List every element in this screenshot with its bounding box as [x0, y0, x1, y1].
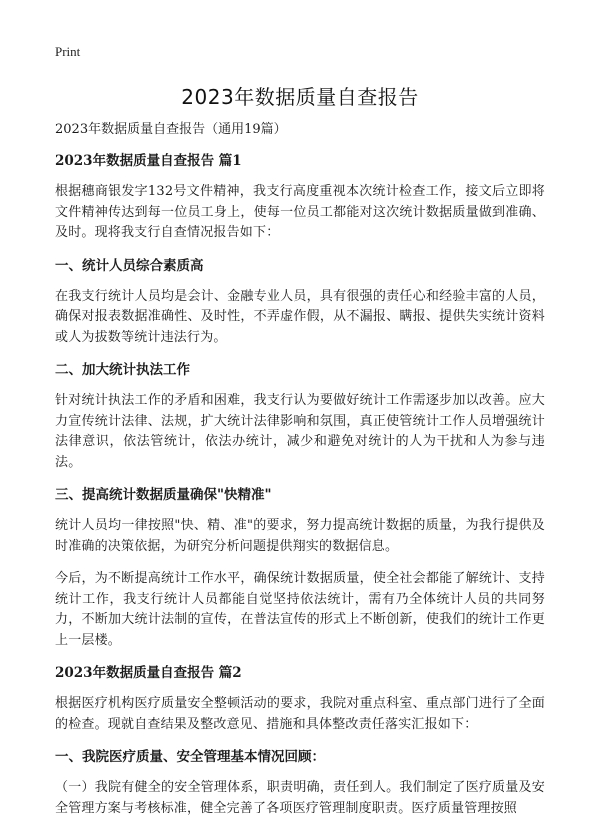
section-heading: 三、提高统计数据质量确保"快精准": [55, 487, 272, 503]
section-heading: 一、我院医疗质量、安全管理基本情况回顾：: [55, 749, 325, 765]
paragraph: 统计人员均一律按照"快、精、准"的要求，努力提高统计数据的质量，为我行提供及时准确的决策依据，为研究分析问题提供翔实的数据信息。: [55, 518, 545, 554]
article-2-heading: 2023年数据质量自查报告 篇2: [55, 665, 242, 681]
section-heading: 一、统计人员综合素质高: [55, 257, 204, 274]
paragraph: 根据穗商银发字132号文件精神，我支行高度重视本次统计检查工作，接文后立即将文件精神传达到每一位员工身上，使每一位员工都能对这次统计数据质量做到准确、及时。现将我支行自查情况报告如下：: [55, 184, 545, 240]
paragraph: 根据医疗机构医疗质量安全整顿活动的要求，我院对重点科室、重点部门进行了全面的检查。现就自查结果及整改意见、措施和具体整改责任落实汇报如下：: [55, 696, 545, 732]
article-1-heading: 2023年数据质量自查报告 篇1: [55, 153, 242, 169]
paragraph: （一）我院有健全的安全管理体系，职责明确，责任到人。我们制定了医疗质量及安全管理方案与考核标准，健全完善了各项医疗管理制度职责。医疗质量管理按照: [55, 780, 545, 816]
paragraph: 在我支行统计人员均是会计、金融专业人员，具有很强的责任心和经验丰富的人员，确保对报表数据准确性、及时性，不弄虚作假，从不漏报、瞒报、提供失实统计资料或人为拔数等统计违法行为。: [55, 288, 545, 345]
document-subtitle: 2023年数据质量自查报告（通用19篇）: [55, 122, 287, 137]
section-heading: 二、加大统计执法工作: [55, 362, 190, 378]
print-label: Print: [55, 44, 81, 59]
document-body: [55, 120, 545, 831]
document-title: 2023年数据质量自查报告: [181, 85, 419, 109]
paragraph: 今后，为不断提高统计工作水平，确保统计数据质量，使全社会都能了解统计、支持统计工作，我支行统计人员都能自觉坚持依法统计，需有乃全体统计人员的共同努力，不断加大统计法制的宣传，在普法宣传的形式上不断创新，使我们的统计工作更上一层楼。: [55, 571, 545, 648]
paragraph: 针对统计执法工作的矛盾和困难，我支行认为要做好统计工作需逐步加以改善。应大力宣传统计法律、法规，扩大统计法律影响和氛围，真正使管统计工作人员增强统计法律意识，依法管统计，依法办统计，减少和避免对统计的人为干扰和人为参与违法。: [55, 393, 545, 470]
